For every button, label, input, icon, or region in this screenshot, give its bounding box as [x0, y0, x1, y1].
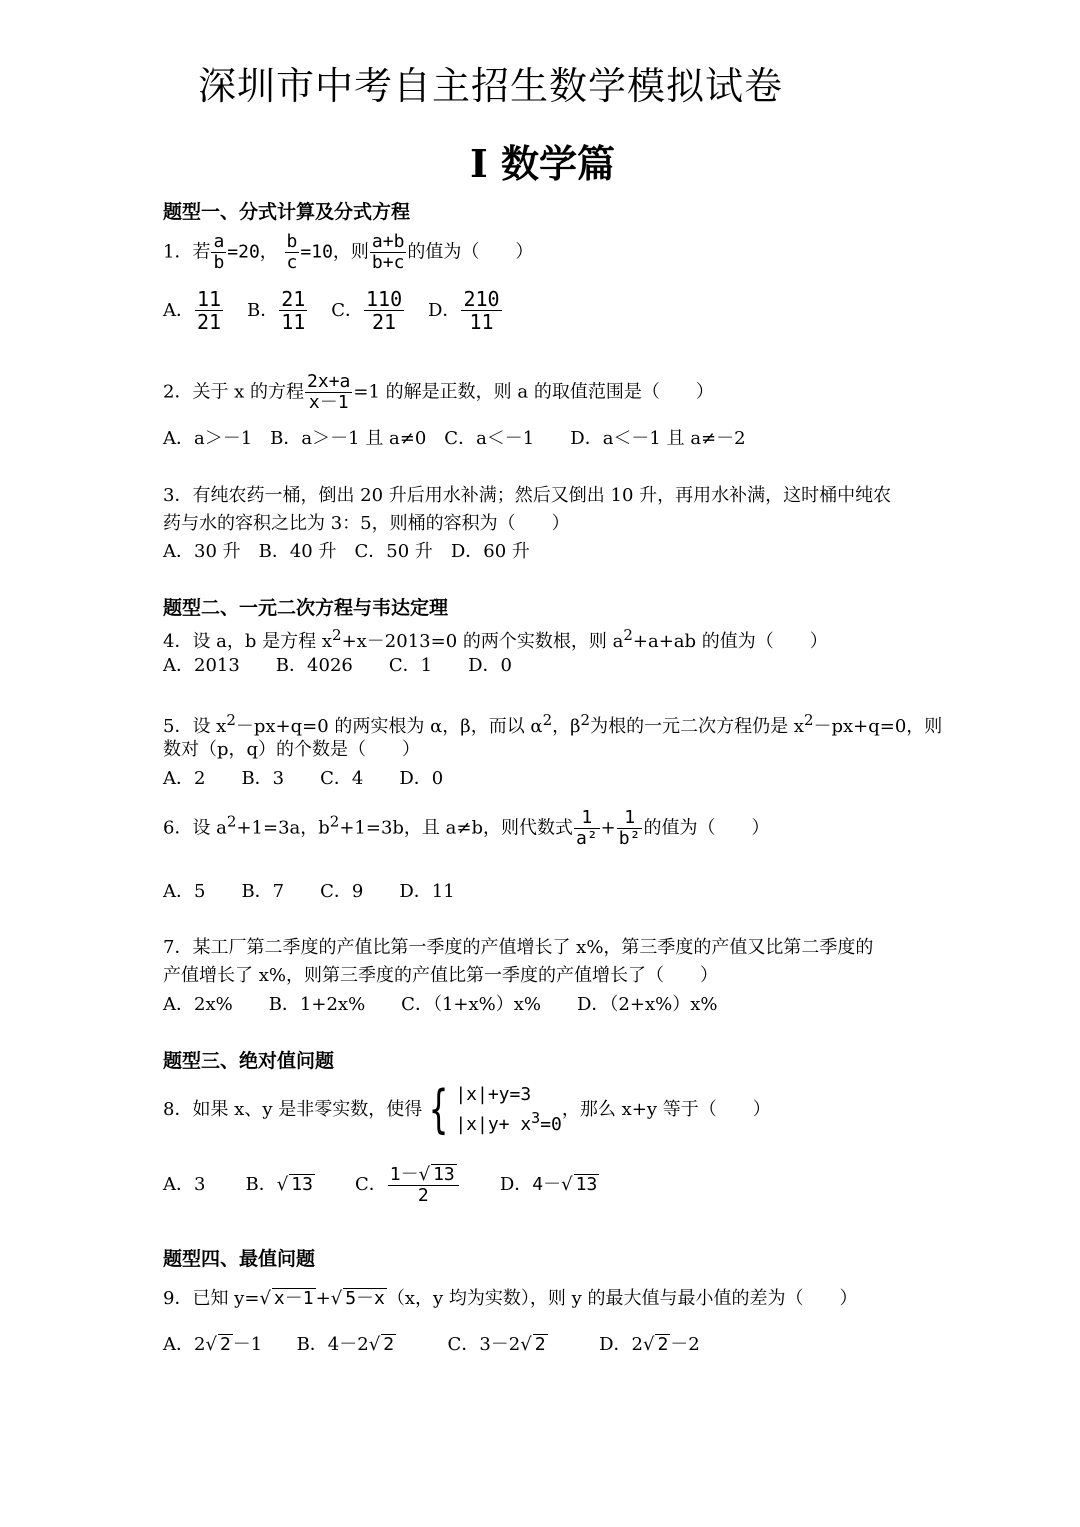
q1-fraction-a-b: $\frac{a}{b}$: [213, 231, 225, 273]
question-7-line-1: 7．某工厂第二季度的产值比第一季度的产值增长了 x%，第三季度的产值又比第二季度的: [163, 937, 874, 958]
q9-option-a: A．2√ 2 －1: [163, 1334, 263, 1355]
section-heading-3: 题型三、绝对值问题: [163, 1050, 335, 1072]
q9-option-d: D．2√ 2 －2: [599, 1334, 700, 1355]
question-4: 4．设 a，b 是方程 $x^2+x-2013=0$ 的两个实数根，则 $a^2+a+ab$ 的值为（ ）: [163, 626, 828, 652]
q4-options: A．2013 B．4026 C．1 D．0: [163, 655, 512, 676]
question-3-line-1: 3．有纯农药一桶，倒出 20 升后用水补满；然后又倒出 10 升，再用水补满，这时桶中纯农: [163, 485, 892, 506]
q1-option-a: A． $\frac{11}{21}$: [163, 287, 222, 334]
sqrt-icon: √: [418, 1164, 431, 1185]
q2-fraction: $\frac{2x+a}{x-1}$: [307, 371, 351, 413]
q9-option-c: C．3－2√ 2: [447, 1334, 546, 1355]
sqrt-icon: √: [276, 1173, 289, 1195]
q5-options: A．2 B．3 C．4 D．0: [163, 768, 444, 789]
sqrt-icon: √: [642, 1334, 655, 1355]
q1-option-d: D． $\frac{210}{11}$: [428, 287, 500, 334]
q6-fraction-1: $\frac{1}{\text{a²}}$: [575, 807, 598, 849]
q1-fraction-b-c: $\frac{b}{c}$: [286, 231, 298, 273]
q2-options: A．a＞－1 B．a＞－1 且 a≠0 C．a＜－1 D．a＜－1 且 a≠－2: [163, 428, 746, 449]
q1-eq2: =10，则: [300, 241, 369, 263]
q1-eq1: =20，: [227, 241, 278, 263]
q9-option-b: B．4－2√ 2: [296, 1334, 395, 1355]
q8-equation-system: |x|+y=3 $|x|y+ x^3=0$: [455, 1084, 562, 1136]
question-2: [163, 372, 714, 413]
question-3-line-2: 药与水的容积之比为 3：5，则桶的容积为（ ）: [163, 513, 570, 534]
sqrt-icon: √: [520, 1334, 532, 1355]
left-brace: {: [428, 1080, 449, 1141]
q2-prefix: 2．关于 x 的方程: [163, 381, 305, 403]
sqrt-icon: √: [561, 1173, 573, 1195]
q7-options: A．2x% B．1+2x% C．（1+x%）x% D．（2+x%）x%: [163, 994, 718, 1015]
q8-option-a: A．3: [163, 1173, 206, 1195]
page-subtitle: I 数学篇: [470, 141, 616, 186]
sqrt-icon: √: [205, 1334, 217, 1355]
q6-fraction-2: $\frac{1}{\text{b²}}$: [618, 807, 641, 849]
q8-option-b: B．√ 13: [245, 1173, 313, 1195]
section-heading-4: 题型四、最值问题: [163, 1248, 316, 1270]
question-9: 9．已知 y=√ x－1 +√ 5－x （x，y 均为实数），则 y 的最大值与最小值的差为（ ）: [163, 1288, 858, 1309]
q8-options: [163, 1164, 599, 1206]
section-heading-2: 题型二、一元二次方程与韦达定理: [163, 597, 449, 619]
q8-option-d: D．4－√ 13: [499, 1173, 598, 1195]
sqrt-icon: √: [368, 1334, 381, 1355]
q8-option-c: C． $\frac{1-√ 13}{2}$: [355, 1174, 460, 1195]
sqrt-icon: √: [259, 1288, 271, 1309]
question-5-line-1: 5．设 $x^2-px+q=0$ 的两实根为 α，β，而以 $\alpha^2$，$\beta^2$为根的一元二次方程仍是 $x^2-px+q=0$，则: [163, 711, 943, 737]
q6-options: A．5 B．7 C．9 D．11: [163, 881, 455, 902]
q2-suffix: =1 的解是正数，则 a 的取值范围是（ ）: [353, 381, 714, 403]
question-1: [163, 232, 533, 273]
q9-options: [163, 1334, 700, 1355]
q1-suffix: 的值为（ ）: [407, 241, 534, 263]
q1-prefix: 1．若: [163, 241, 211, 263]
question-7-line-2: 产值增长了 x%，则第三季度的产值比第一季度的产值增长了（ ）: [163, 965, 718, 986]
question-8: 8．如果 x、y 是非零实数，使得 { |x|+y=3 $|x|y+ x^3=0$，那么 x+y 等于（ ）: [163, 1080, 771, 1141]
q1-options: [163, 288, 503, 333]
q3-options: A．30 升 B．40 升 C．50 升 D．60 升: [163, 541, 530, 562]
q1-option-c: C． $\frac{110}{21}$: [331, 287, 403, 334]
sqrt-icon: √: [330, 1288, 343, 1309]
question-5-line-2: 数对（p，q）的个数是（ ）: [163, 739, 421, 760]
q1-fraction-ab-bc: $\frac{a+b}{b+c}$: [371, 231, 405, 273]
page-title: 深圳市中考自主招生数学模拟试卷: [198, 64, 784, 108]
q1-option-b: B． $\frac{21}{11}$: [246, 287, 306, 334]
section-heading-1: 题型一、分式计算及分式方程: [163, 201, 411, 223]
question-6: 6．设 $a^2+1=3a$，$b^2+1=3b$，且 a≠b，则代数式 $\frac{1}{\text{a²}}$ + $\frac{1}{\text{b²}}$ 的值为（ ）: [163, 807, 770, 849]
